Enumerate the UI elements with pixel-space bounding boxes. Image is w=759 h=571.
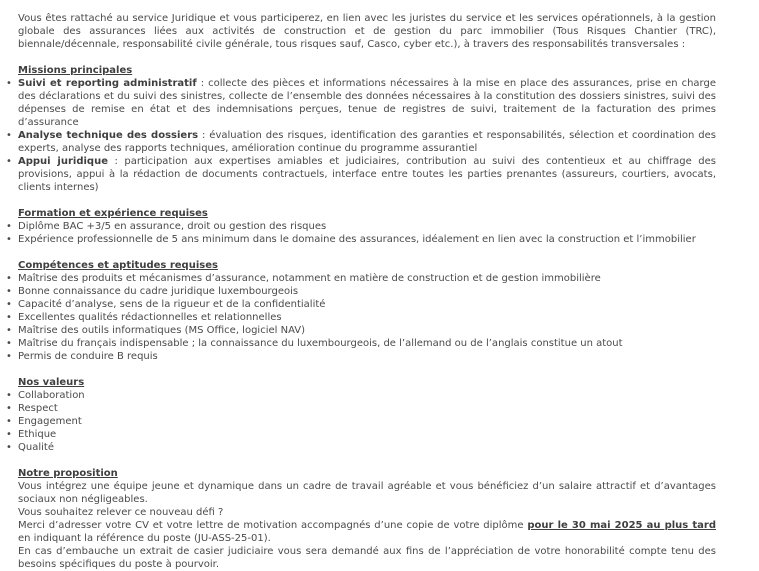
list-item: • Collaboration (18, 389, 716, 402)
mission-text: : participation aux expertises amiables et judiciaires, contribution au suivi des contentieux et au chiffrage des provisions, appui à la rédaction de documents contractuels, interface entre toutes les parties prenantes (assureurs, courtiers, avocats, clients internes) (18, 156, 717, 193)
competences-list (18, 272, 716, 363)
competences-heading: Compétences et aptitudes requises (18, 260, 218, 271)
list-item: • Qualité (18, 441, 716, 454)
list-item: • Ethique (18, 428, 716, 441)
list-item: • Engagement (18, 415, 716, 428)
spacer (18, 246, 716, 259)
formation-list (18, 220, 716, 246)
mission-text: : collecte des pièces et informations nécessaires à la mise en place des assurances, prise en charge des déclarations et du suivi des sinistres, collecte de l’ensemble des données nécessaires à la constitution des dossiers sinistres, suivi des dépenses de remise en état et des indemnisations perçues, tenue de registres de suivi, traitement de la facturation des primes d’assurance (18, 78, 716, 128)
list-item: • Expérience professionnelle de 5 ans minimum dans le domaine des assurances, idéalement en lien avec la construction et l’immobilier (18, 233, 716, 246)
list-item (18, 155, 716, 194)
deadline: pour le 30 mai 2025 au plus tard (527, 520, 716, 531)
mission-title: Analyse technique des dossiers (18, 130, 199, 141)
mission-title: Suivi et reporting administratif (18, 78, 197, 89)
list-item: • Maîtrise des outils informatiques (MS Office, logiciel NAV) (18, 324, 716, 337)
job-description (18, 12, 716, 571)
list-item: • Capacité d’analyse, sens de la rigueur et de la confidentialité (18, 298, 716, 311)
mission-text: : évaluation des risques, identification des garanties et responsabilités, sélection et coordination des experts, analyse des rapports techniques, amélioration continue du programme assurantiel (18, 130, 716, 154)
spacer (18, 194, 716, 207)
background-check-note: En cas d’embauche un extrait de casier judiciaire vous sera demandé aux fins de l’appréciation de votre honorabilité compte tenu des besoins spécifiques du poste à pourvoir. (18, 546, 716, 570)
application-instructions (18, 519, 716, 545)
list-item: • Maîtrise du français indispensable ; la connaissance du luxembourgeois, de l’allemand ou de l’anglais constitue un atout (18, 337, 716, 350)
missions-heading: Missions principales (18, 65, 133, 76)
list-item: • Diplôme BAC +3/5 en assurance, droit ou gestion des risques (18, 220, 716, 233)
spacer (18, 51, 716, 64)
formation-heading: Formation et expérience requises (18, 208, 208, 219)
missions-list (18, 77, 716, 194)
list-item: • Maîtrise des produits et mécanismes d’assurance, notamment en matière de construction et de gestion immobilière (18, 272, 716, 285)
spacer (18, 454, 716, 467)
spacer (18, 363, 716, 376)
list-item: • Permis de conduire B requis (18, 350, 716, 363)
proposition-question: Vous souhaitez relever ce nouveau défi ? (18, 507, 224, 518)
list-item: • Excellentes qualités rédactionnelles et relationnelles (18, 311, 716, 324)
valeurs-list (18, 389, 716, 454)
proposition-heading: Notre proposition (18, 468, 118, 479)
list-item: • Bonne connaissance du cadre juridique luxembourgeois (18, 285, 716, 298)
intro-paragraph: Vous êtes rattaché au service Juridique et vous participerez, en lien avec les juristes du service et les services opérationnels, à la gestion globale des assurances liées aux activités de construction et de gestion du parc immobilier (Tous Risques Chantier (TRC), biennale/décennale, responsabilité civile générale, tous risques sauf, Casco, cyber etc.), à travers des responsabilités transversales : (18, 13, 716, 50)
list-item: • Respect (18, 402, 716, 415)
list-item (18, 129, 716, 155)
valeurs-heading: Nos valeurs (18, 377, 85, 388)
instructions-text: en indiquant la référence du poste (JU-ASS-25-01). (18, 533, 271, 544)
instructions-text: Merci d’adresser votre CV et votre lettre de motivation accompagnés d’une copie de votre diplôme (18, 520, 528, 531)
mission-title: Appui juridique (18, 156, 108, 167)
list-item (18, 77, 716, 129)
proposition-paragraph: Vous intégrez une équipe jeune et dynamique dans un cadre de travail agréable et vous bénéficiez d’un salaire attractif et d’avantages sociaux non négligeables. (18, 481, 716, 505)
